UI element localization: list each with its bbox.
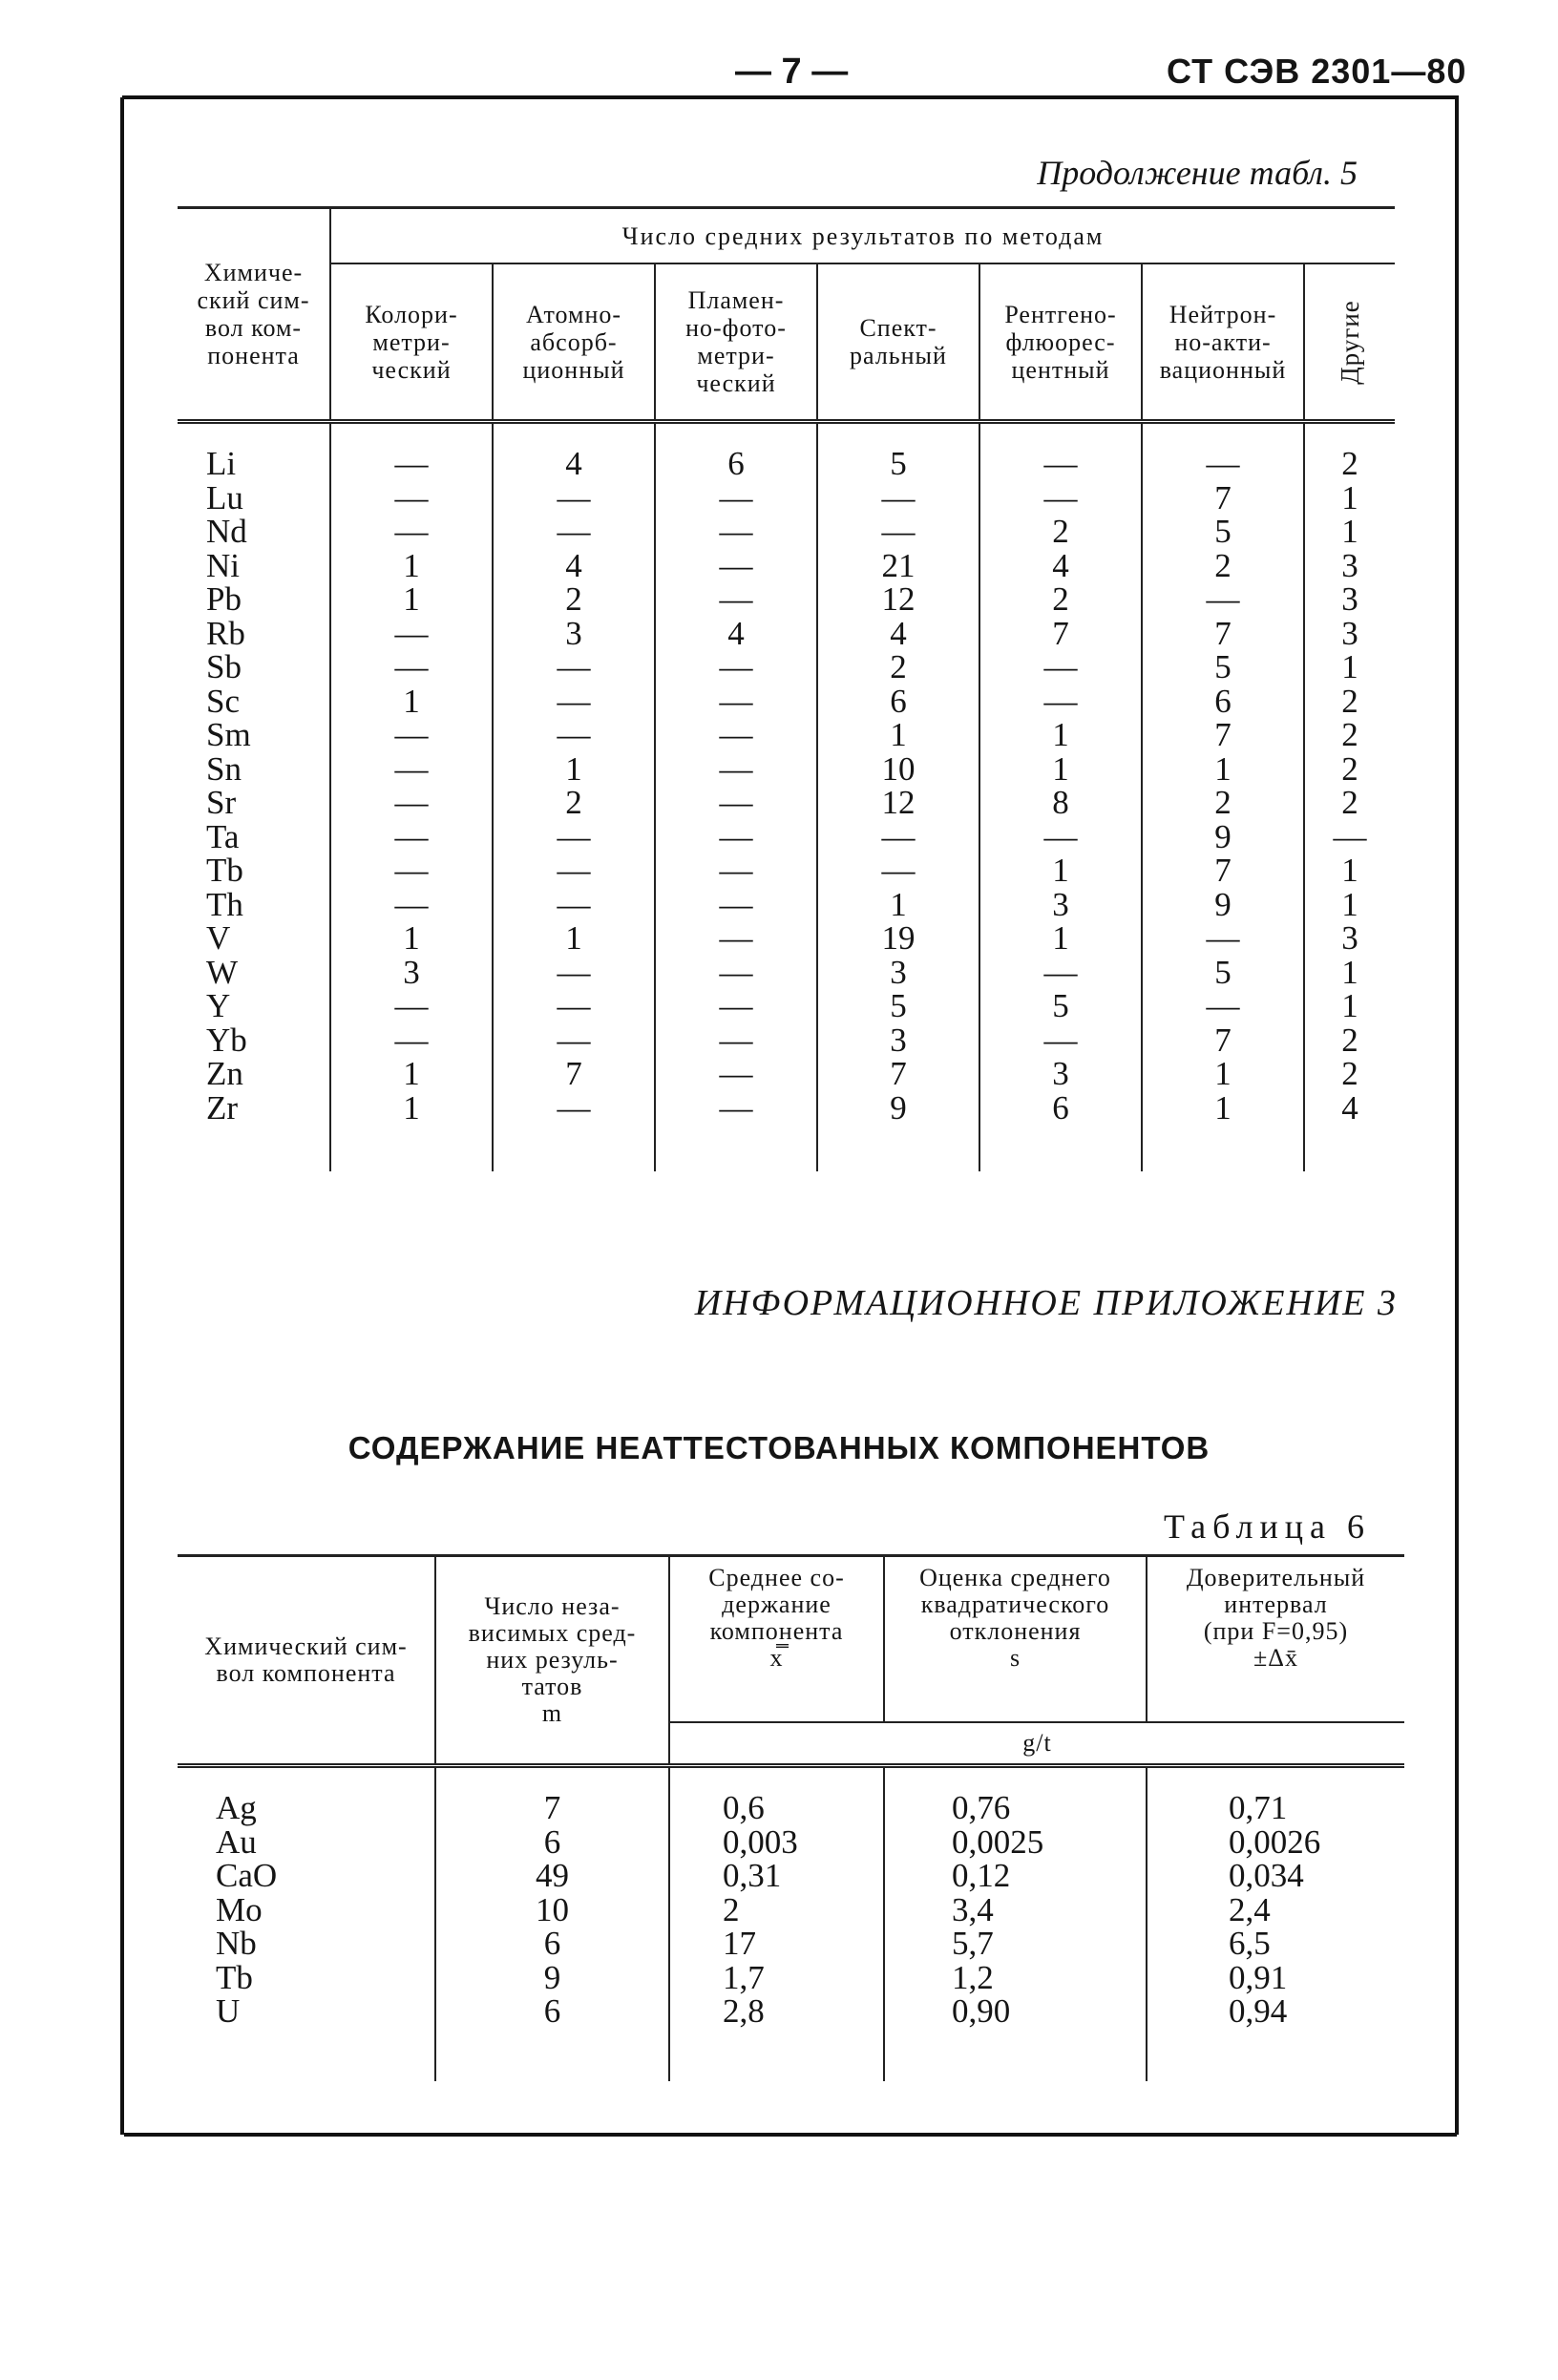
method-header-flame-photometric: Пламен- но-фото- метри- ческий bbox=[655, 263, 817, 422]
table5-column-atomic-absorption: 4 — — 4 2 3 — — — 1 2 — — — 1 — — — 7 — bbox=[493, 422, 655, 1171]
table6-unit-header: g/t bbox=[669, 1722, 1404, 1766]
appendix-title: ИНФОРМАЦИОННОЕ ПРИЛОЖЕНИЕ 3 bbox=[694, 1283, 1398, 1323]
table6-stddev-column: 0,76 0,0025 0,12 3,4 5,7 1,2 0,90 bbox=[884, 1766, 1147, 2081]
table5-column-flame-photometric: 6 — — — — 4 — — — — — — — — — — — — — — bbox=[655, 422, 817, 1171]
table5-symbol-column: Li Lu Nd Ni Pb Rb Sb Sc Sm Sn Sr Ta Tb Th V W Y Yb Zn Zr bbox=[178, 422, 330, 1171]
frame-right-rule bbox=[1455, 97, 1459, 2135]
method-header-atomic-absorption: Атомно- абсорб- ционный bbox=[493, 263, 655, 422]
table6-mean-header: Среднее со- держание компонента x̿ bbox=[669, 1556, 884, 1723]
method-header-other bbox=[1304, 263, 1395, 422]
table6-count-column: 7 6 49 10 6 9 6 bbox=[435, 1766, 669, 2081]
frame-left-rule bbox=[120, 97, 124, 2135]
method-header-other-label: Другие bbox=[1335, 299, 1364, 385]
table5-group-header: Число средних результатов по методам bbox=[330, 208, 1395, 264]
standard-code: СТ СЭВ 2301—80 bbox=[1167, 52, 1467, 91]
table6-symbol-header: Химический сим- вол компонента bbox=[178, 1556, 435, 1766]
frame-top-rule bbox=[122, 95, 1459, 99]
table5 bbox=[178, 206, 1395, 1171]
table5-column-spectral: 5 — — 21 12 4 2 6 1 10 12 — — 1 19 3 5 3 7 9 bbox=[817, 422, 979, 1171]
table5-symbol-header: Химиче- ский сим- вол ком- понента bbox=[178, 208, 330, 422]
table6-interval-column: 0,71 0,0026 0,034 2,4 6,5 0,91 0,94 bbox=[1229, 1789, 1321, 2030]
table5-continuation-label: Продолжение табл. 5 bbox=[1037, 154, 1358, 192]
page-number: — 7 — bbox=[735, 52, 849, 92]
method-header-colorimetric: Колори- метри- ческий bbox=[330, 263, 493, 422]
table6-symbol-column: Ag Au CaO Mo Nb Tb U bbox=[178, 1766, 435, 2081]
frame-bottom-rule bbox=[124, 2133, 1457, 2137]
method-header-spectral: Спект- ральный bbox=[817, 263, 979, 422]
table5-column-x-ray-fluorescent: — — 2 4 2 7 — — 1 1 8 — 1 3 1 — 5 — 3 6 bbox=[979, 422, 1142, 1171]
table5-column-neutron-activation: — 7 5 2 — 7 5 6 7 1 2 9 7 9 — 5 — 7 1 1 bbox=[1142, 422, 1304, 1171]
table6-interval-header: Доверительный интервал (при F=0,95) ±Δx̄ bbox=[1147, 1556, 1404, 1723]
table5-column-colorimetric: — — — 1 1 — — 1 — — — — — — 1 3 — — 1 1 bbox=[330, 422, 493, 1171]
table6-stddev-header: Оценка среднего квадратического отклонения s bbox=[884, 1556, 1147, 1723]
method-header-neutron-activation: Нейтрон- но-акти- вационный bbox=[1142, 263, 1304, 422]
table6-mean-column: 0,6 0,003 0,31 2 17 1,7 2,8 bbox=[669, 1766, 884, 2081]
table6-count-header: Число неза- висимых сред- них резуль- татов m bbox=[435, 1556, 669, 1766]
method-header-x-ray-fluorescent: Рентгено- флюорес- центный bbox=[979, 263, 1142, 422]
table5-column-other: 2 1 1 3 3 3 1 2 2 2 2 — 1 1 3 1 1 2 2 4 bbox=[1333, 445, 1367, 1127]
appendix-heading: СОДЕРЖАНИЕ НЕАТТЕСТОВАННЫХ КОМПОНЕНТОВ bbox=[347, 1430, 1211, 1465]
table6 bbox=[178, 1554, 1404, 2081]
table6-label: Таблица 6 bbox=[1164, 1507, 1371, 1546]
